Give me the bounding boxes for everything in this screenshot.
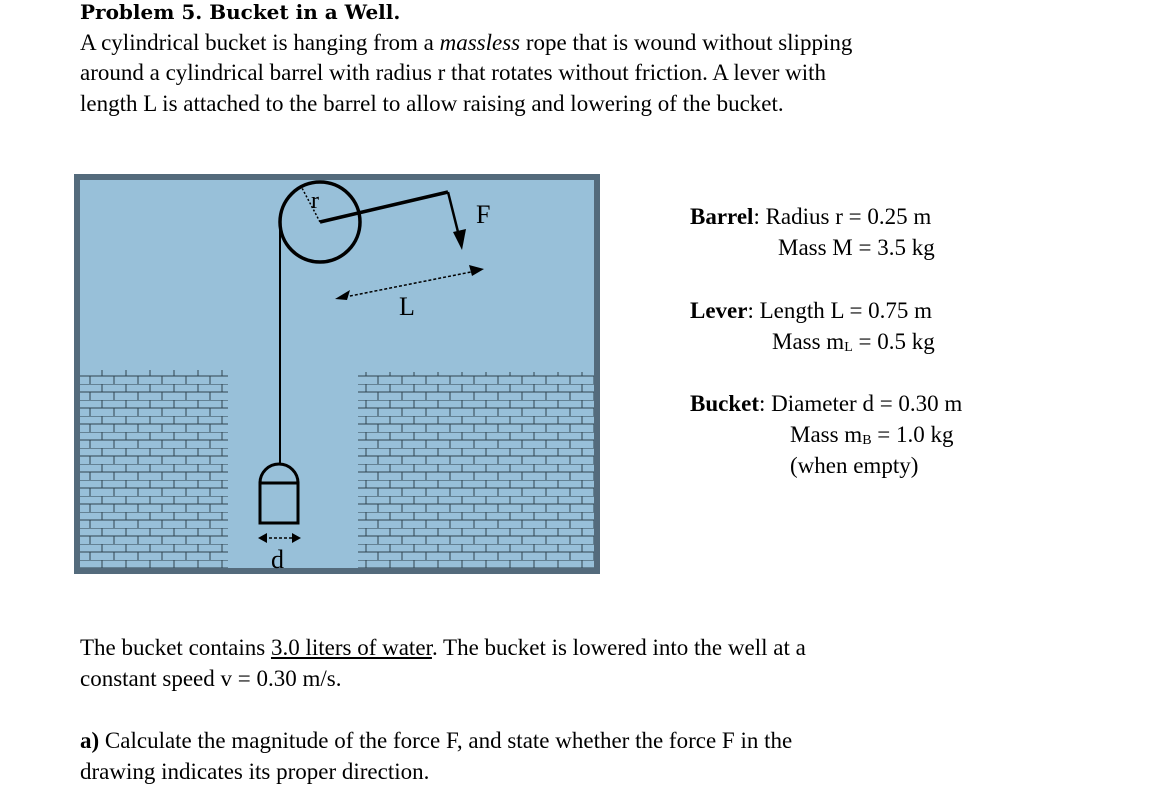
intro-text: A cylindrical bucket is hanging from a bbox=[80, 30, 440, 55]
text: Calculate the magnitude of the force F, and state whether the force F in the bbox=[99, 728, 793, 753]
paragraph-line-1 bbox=[80, 632, 806, 663]
left-well-wall bbox=[80, 370, 228, 568]
lever-spec-line-1 bbox=[690, 295, 932, 326]
label-r: r bbox=[311, 188, 319, 214]
intro-text: rope that is wound without slipping bbox=[520, 30, 853, 55]
question-a-line-1 bbox=[80, 725, 792, 756]
problem-title: Problem 5. Bucket in a Well. bbox=[80, 0, 401, 24]
text: Mass m bbox=[772, 329, 845, 354]
text: = 1.0 kg bbox=[871, 422, 954, 447]
text: The bucket contains bbox=[80, 635, 271, 660]
intro-line-2: around a cylindrical barrel with radius r that rotates without friction. A lever with bbox=[80, 60, 827, 85]
label-d: d bbox=[271, 545, 284, 574]
right-well-wall bbox=[358, 372, 594, 568]
bucket-label: Bucket bbox=[690, 391, 759, 416]
bucket-diameter: : Diameter d = 0.30 m bbox=[759, 391, 963, 416]
subscript: L bbox=[844, 340, 853, 355]
barrel-radius: : Radius r = 0.25 m bbox=[753, 204, 932, 229]
bucket-note: (when empty) bbox=[790, 453, 919, 478]
text: = 0.5 kg bbox=[852, 329, 935, 354]
label-F: F bbox=[476, 200, 491, 229]
lever-length: : Length L = 0.75 m bbox=[747, 298, 933, 323]
question-label: a) bbox=[80, 728, 100, 753]
barrel-label: Barrel bbox=[690, 204, 754, 229]
barrel-mass: Mass M = 3.5 kg bbox=[778, 235, 935, 260]
text: Mass m bbox=[790, 422, 863, 447]
question-a-line-2: drawing indicates its proper direction. bbox=[80, 759, 430, 784]
intro-emphasis: massless bbox=[439, 30, 521, 55]
subscript: B bbox=[862, 433, 872, 448]
text: . The bucket is lowered into the well at a bbox=[431, 635, 806, 660]
barrel-spec-line-1 bbox=[690, 201, 931, 232]
intro-line-3: length L is attached to the barrel to allow raising and lowering of the bucket. bbox=[80, 91, 784, 116]
lever-mass bbox=[772, 326, 935, 363]
label-L: L bbox=[399, 292, 415, 321]
lever-label: Lever bbox=[690, 298, 748, 323]
paragraph-line-2: constant speed v = 0.30 m/s. bbox=[80, 666, 342, 691]
water-volume: 3.0 liters of water bbox=[270, 635, 432, 660]
bucket-spec-line-1 bbox=[690, 388, 962, 419]
